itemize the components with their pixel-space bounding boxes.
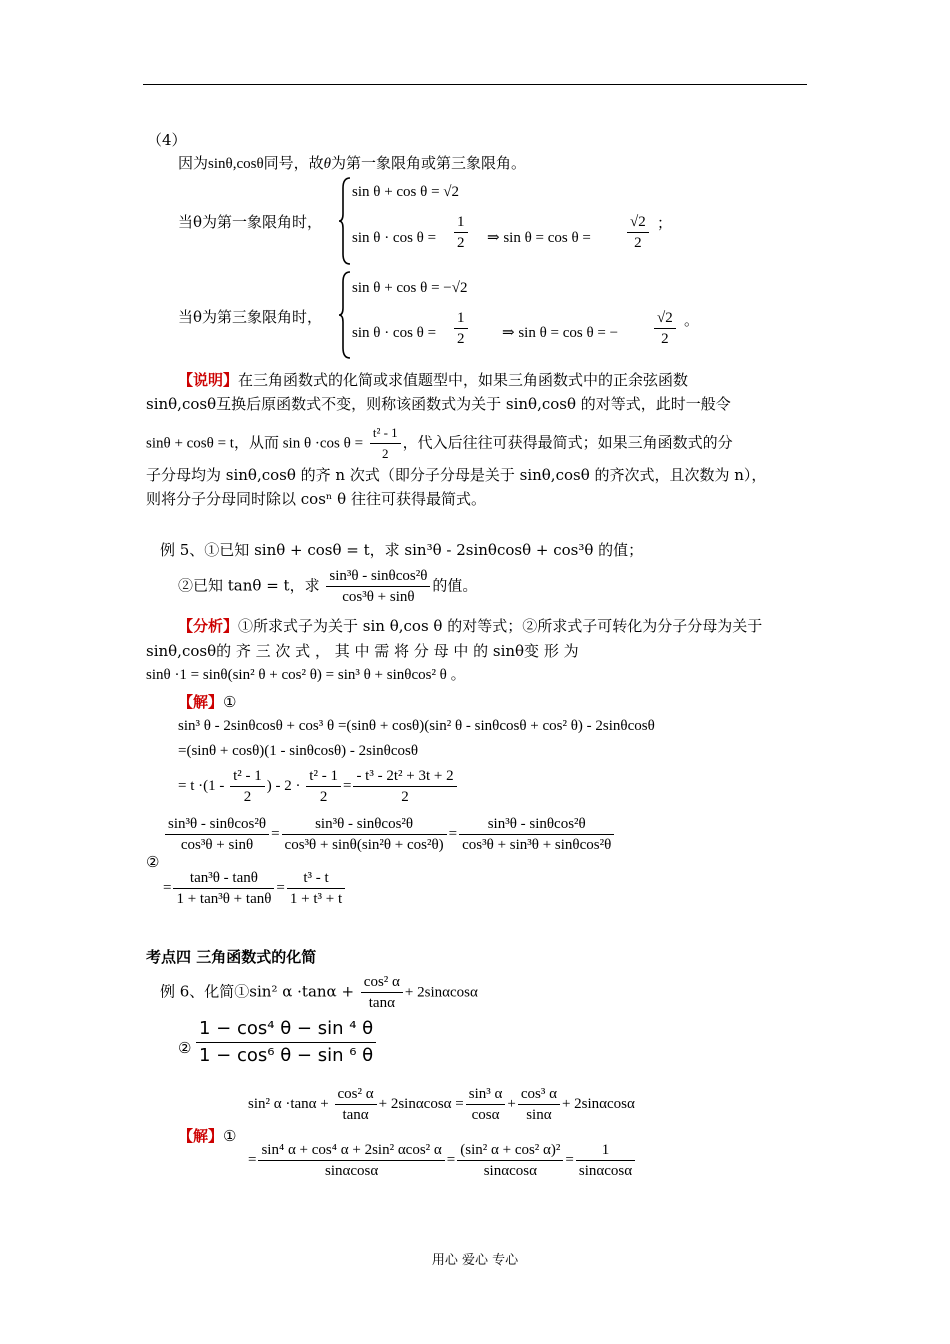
- q3-eq2-den: 2: [457, 331, 465, 347]
- ex6-r2-f2n: (sin² α + cos² α)²: [457, 1140, 563, 1161]
- intro-c: 同号，故: [263, 154, 324, 172]
- ex5-s3-f3n: - t³ - 2t² + 3t + 2: [353, 766, 456, 787]
- ex6-q2-num: 1 − cos⁴ θ − sin ⁴ θ: [196, 1016, 376, 1043]
- ex5-p4d: 1 + tan³θ + tanθ: [176, 891, 272, 907]
- analysis-l1: ①所求式子为关于 sin θ,cos θ 的对等式；②所求式子可转化为分子分母为关于: [238, 617, 763, 635]
- ex5-eq-3: =: [163, 879, 172, 896]
- note-tag: 【说明】: [178, 371, 239, 389]
- ex5-analysis-2: sinθ,cosθ的 齐 三 次 式 ， 其 中 需 将 分 母 中 的 sinθ变 形 为: [146, 642, 579, 660]
- ex5-p2n: sin³θ - sinθcos²θ: [282, 814, 447, 835]
- q3-eq2: sin θ · cos θ =: [352, 325, 437, 341]
- ex5-p4n: tan³θ - tanθ: [173, 868, 274, 889]
- header-rule: [143, 84, 807, 85]
- intro-d: θ: [323, 156, 332, 172]
- ex6-sol-mark: ①: [223, 1127, 237, 1145]
- ex5-l2a: ②已知 tanθ = t，求: [178, 576, 320, 595]
- intro-a: 因为: [178, 154, 209, 172]
- ex6-r1-f2n: sin³ α: [466, 1084, 506, 1105]
- ex6-eq-2: =: [446, 1151, 456, 1168]
- intro-b: sinθ,cosθ: [208, 156, 264, 172]
- ex5-part2-row1: [163, 814, 616, 855]
- note-line-5: 则将分子分母同时除以 cosⁿ θ 往往可获得最简式。: [146, 490, 486, 508]
- q3-brace: [338, 270, 352, 360]
- ex5-s3c: =: [342, 777, 352, 794]
- ex5-line-2: [178, 566, 477, 607]
- ex6-r1-f1d: tanα: [342, 1107, 369, 1123]
- case-label: （4）: [147, 131, 187, 149]
- ex6-r1d: + 2sinαcosα: [561, 1095, 635, 1112]
- ex6-q2-mark: ②: [178, 1039, 192, 1057]
- ex6-eq-3: =: [565, 1151, 574, 1168]
- q3-eq2-fraction: [452, 308, 470, 349]
- ex6-line-1: [160, 972, 478, 1013]
- ex6-r2-f1n: sin⁴ α + cos⁴ α + 2sin² αcos² α: [258, 1140, 444, 1161]
- q3-result: ⇒ sin θ = cos θ = −: [502, 325, 619, 341]
- note-l3-den: 2: [382, 446, 389, 461]
- ex6-sol-row2: [248, 1140, 637, 1181]
- q3-end: 。: [684, 311, 700, 329]
- ex6-sol-row1: [248, 1084, 635, 1125]
- note-line-2: sinθ,cosθ互换后原函数式不变，则称该函数式为关于 sinθ,cosθ 的对等式，此时一般令: [146, 395, 731, 413]
- ex5-p3n: sin³θ - sinθcos²θ: [459, 814, 614, 835]
- ex5-p2d: cos³θ + sinθ(sin²θ + cos²θ): [284, 837, 444, 853]
- q1-eq1: sin θ + cos θ = √2: [352, 184, 460, 200]
- ex5-sol-tag: 【解】: [178, 693, 224, 711]
- ex5-s3a: = t ·(1 -: [178, 777, 225, 794]
- ex6-r2-f3n: 1: [576, 1140, 635, 1161]
- q3-eq2-num: 1: [454, 308, 468, 329]
- ex6-sol-tag: 【解】: [178, 1127, 224, 1145]
- q1-result-fraction: [625, 212, 651, 253]
- ex5-line-1: 例 5、①已知 sinθ + cosθ = t，求 sin³θ - 2sinθcosθ + cos³θ 的值；: [160, 541, 644, 559]
- q3-label: 当θ为第三象限角时，: [178, 308, 323, 326]
- ex6-q2-expression: [194, 1016, 378, 1069]
- ex6-eq-1: =: [248, 1151, 257, 1168]
- q1-eq2: sin θ · cos θ =: [352, 230, 437, 246]
- ex5-p1n: sin³θ - sinθcos²θ: [165, 814, 269, 835]
- ex6-r1-f3n: cos³ α: [518, 1084, 560, 1105]
- note-l3a: sinθ + cosθ = t，从而 sin θ ·cos θ =: [146, 435, 364, 452]
- ex5-eq-4: =: [276, 879, 285, 896]
- ex6-r1-f2d: cosα: [471, 1107, 500, 1123]
- q1-end: ；: [657, 214, 673, 232]
- note-line-3: [146, 423, 733, 464]
- ex5-mark-2: ②: [146, 853, 160, 871]
- ex6-r1-f3d: sinα: [526, 1107, 552, 1123]
- note-l1: 在三角函数式的化简或求值题型中，如果三角函数式中的正余弦函数: [238, 371, 689, 389]
- ex6-l1-den: tanα: [368, 995, 395, 1011]
- q1-eq2-den: 2: [457, 235, 465, 251]
- ex5-l2-num: sin³θ - sinθcos²θ: [326, 566, 430, 587]
- ex5-p1d: cos³θ + sinθ: [180, 837, 254, 853]
- ex5-eq-2: =: [448, 825, 458, 842]
- q3-eq1: sin θ + cos θ = −√2: [352, 280, 468, 296]
- ex5-s3-f1n: t² - 1: [230, 766, 265, 787]
- ex5-step-3: [178, 766, 459, 807]
- ex6-r1a: sin² α ·tanα +: [248, 1095, 329, 1112]
- q3-res-num: √2: [654, 308, 676, 329]
- case-intro: [178, 153, 526, 174]
- ex5-analysis-3: sinθ ·1 = sinθ(sin² θ + cos² θ) = sin³ θ + sinθcos² θ 。: [146, 667, 466, 683]
- ex5-s3-f3d: 2: [401, 789, 409, 805]
- ex5-s3-f2d: 2: [319, 789, 328, 805]
- q1-result: ⇒ sin θ = cos θ =: [487, 230, 591, 246]
- ex5-solution-head: [178, 692, 236, 712]
- ex5-step-1: sin³ θ - 2sinθcosθ + cos³ θ =(sinθ + cosθ)(sin² θ - sinθcosθ + cos² θ) - 2sinθcosθ: [178, 718, 655, 734]
- ex5-p5d: 1 + t³ + t: [289, 891, 343, 907]
- q1-eq2-fraction: [452, 212, 470, 253]
- ex5-s3b: ) - 2 ·: [266, 777, 301, 794]
- ex5-p5n: t³ - t: [287, 868, 345, 889]
- ex5-analysis-1: [178, 616, 762, 636]
- ex6-r1b: + 2sinαcosα =: [378, 1095, 464, 1112]
- kd4-title: 考点四 三角函数式的化简: [146, 948, 317, 966]
- ex6-l1-num: cos² α: [361, 972, 403, 993]
- ex5-s3-f2n: t² - 1: [306, 766, 341, 787]
- intro-e: 为第一象限角或第三象限角。: [331, 154, 527, 172]
- ex6-l1a: 例 6、化简①sin² α ·tanα +: [160, 982, 355, 1001]
- ex5-p3d: cos³θ + sin³θ + sinθcos²θ: [462, 837, 612, 853]
- ex5-part2-row2: [163, 868, 347, 909]
- ex6-l1b: + 2sinαcosα: [404, 984, 478, 1001]
- analysis-tag: 【分析】: [178, 617, 239, 635]
- ex6-q2-den: 1 − cos⁶ θ − sin ⁶ θ: [199, 1045, 374, 1066]
- ex6-r2-f2d: sinαcosα: [483, 1163, 537, 1179]
- note-line-1: [178, 370, 688, 390]
- ex6-solution-head: [178, 1126, 236, 1146]
- ex5-s3-f1d: 2: [243, 789, 252, 805]
- page-footer: 用心 爱心 专心: [431, 1253, 519, 1268]
- note-line-4: 子分母均为 sinθ,cosθ 的齐 n 次式（即分子分母是关于 sinθ,cosθ 的齐次式，且次数为 n），: [146, 466, 767, 484]
- ex5-step-2: =(sinθ + cosθ)(1 - sinθcosθ) - 2sinθcosθ: [178, 743, 418, 759]
- ex5-sol-mark: ①: [223, 693, 237, 711]
- note-l3-num: t² - 1: [370, 423, 401, 444]
- q3-result-fraction: [652, 308, 678, 349]
- ex6-r1-f1n: cos² α: [335, 1084, 377, 1105]
- ex5-eq-1: =: [271, 825, 280, 842]
- ex6-r1c: +: [507, 1095, 516, 1112]
- q1-res-num: √2: [627, 212, 649, 233]
- note-l3b: ，代入后往往可获得最简式；如果三角函数式的分: [402, 433, 733, 452]
- q1-eq2-num: 1: [454, 212, 468, 233]
- q1-res-den: 2: [634, 235, 642, 251]
- q3-res-den: 2: [661, 331, 669, 347]
- ex5-l2b: 的值。: [432, 576, 478, 595]
- q1-label: 当θ为第一象限角时，: [178, 213, 323, 231]
- q1-brace: [338, 176, 352, 266]
- ex6-r2-f1d: sinαcosα: [325, 1163, 379, 1179]
- ex5-l2-den: cos³θ + sinθ: [342, 589, 415, 605]
- ex6-r2-f3d: sinαcosα: [578, 1163, 633, 1179]
